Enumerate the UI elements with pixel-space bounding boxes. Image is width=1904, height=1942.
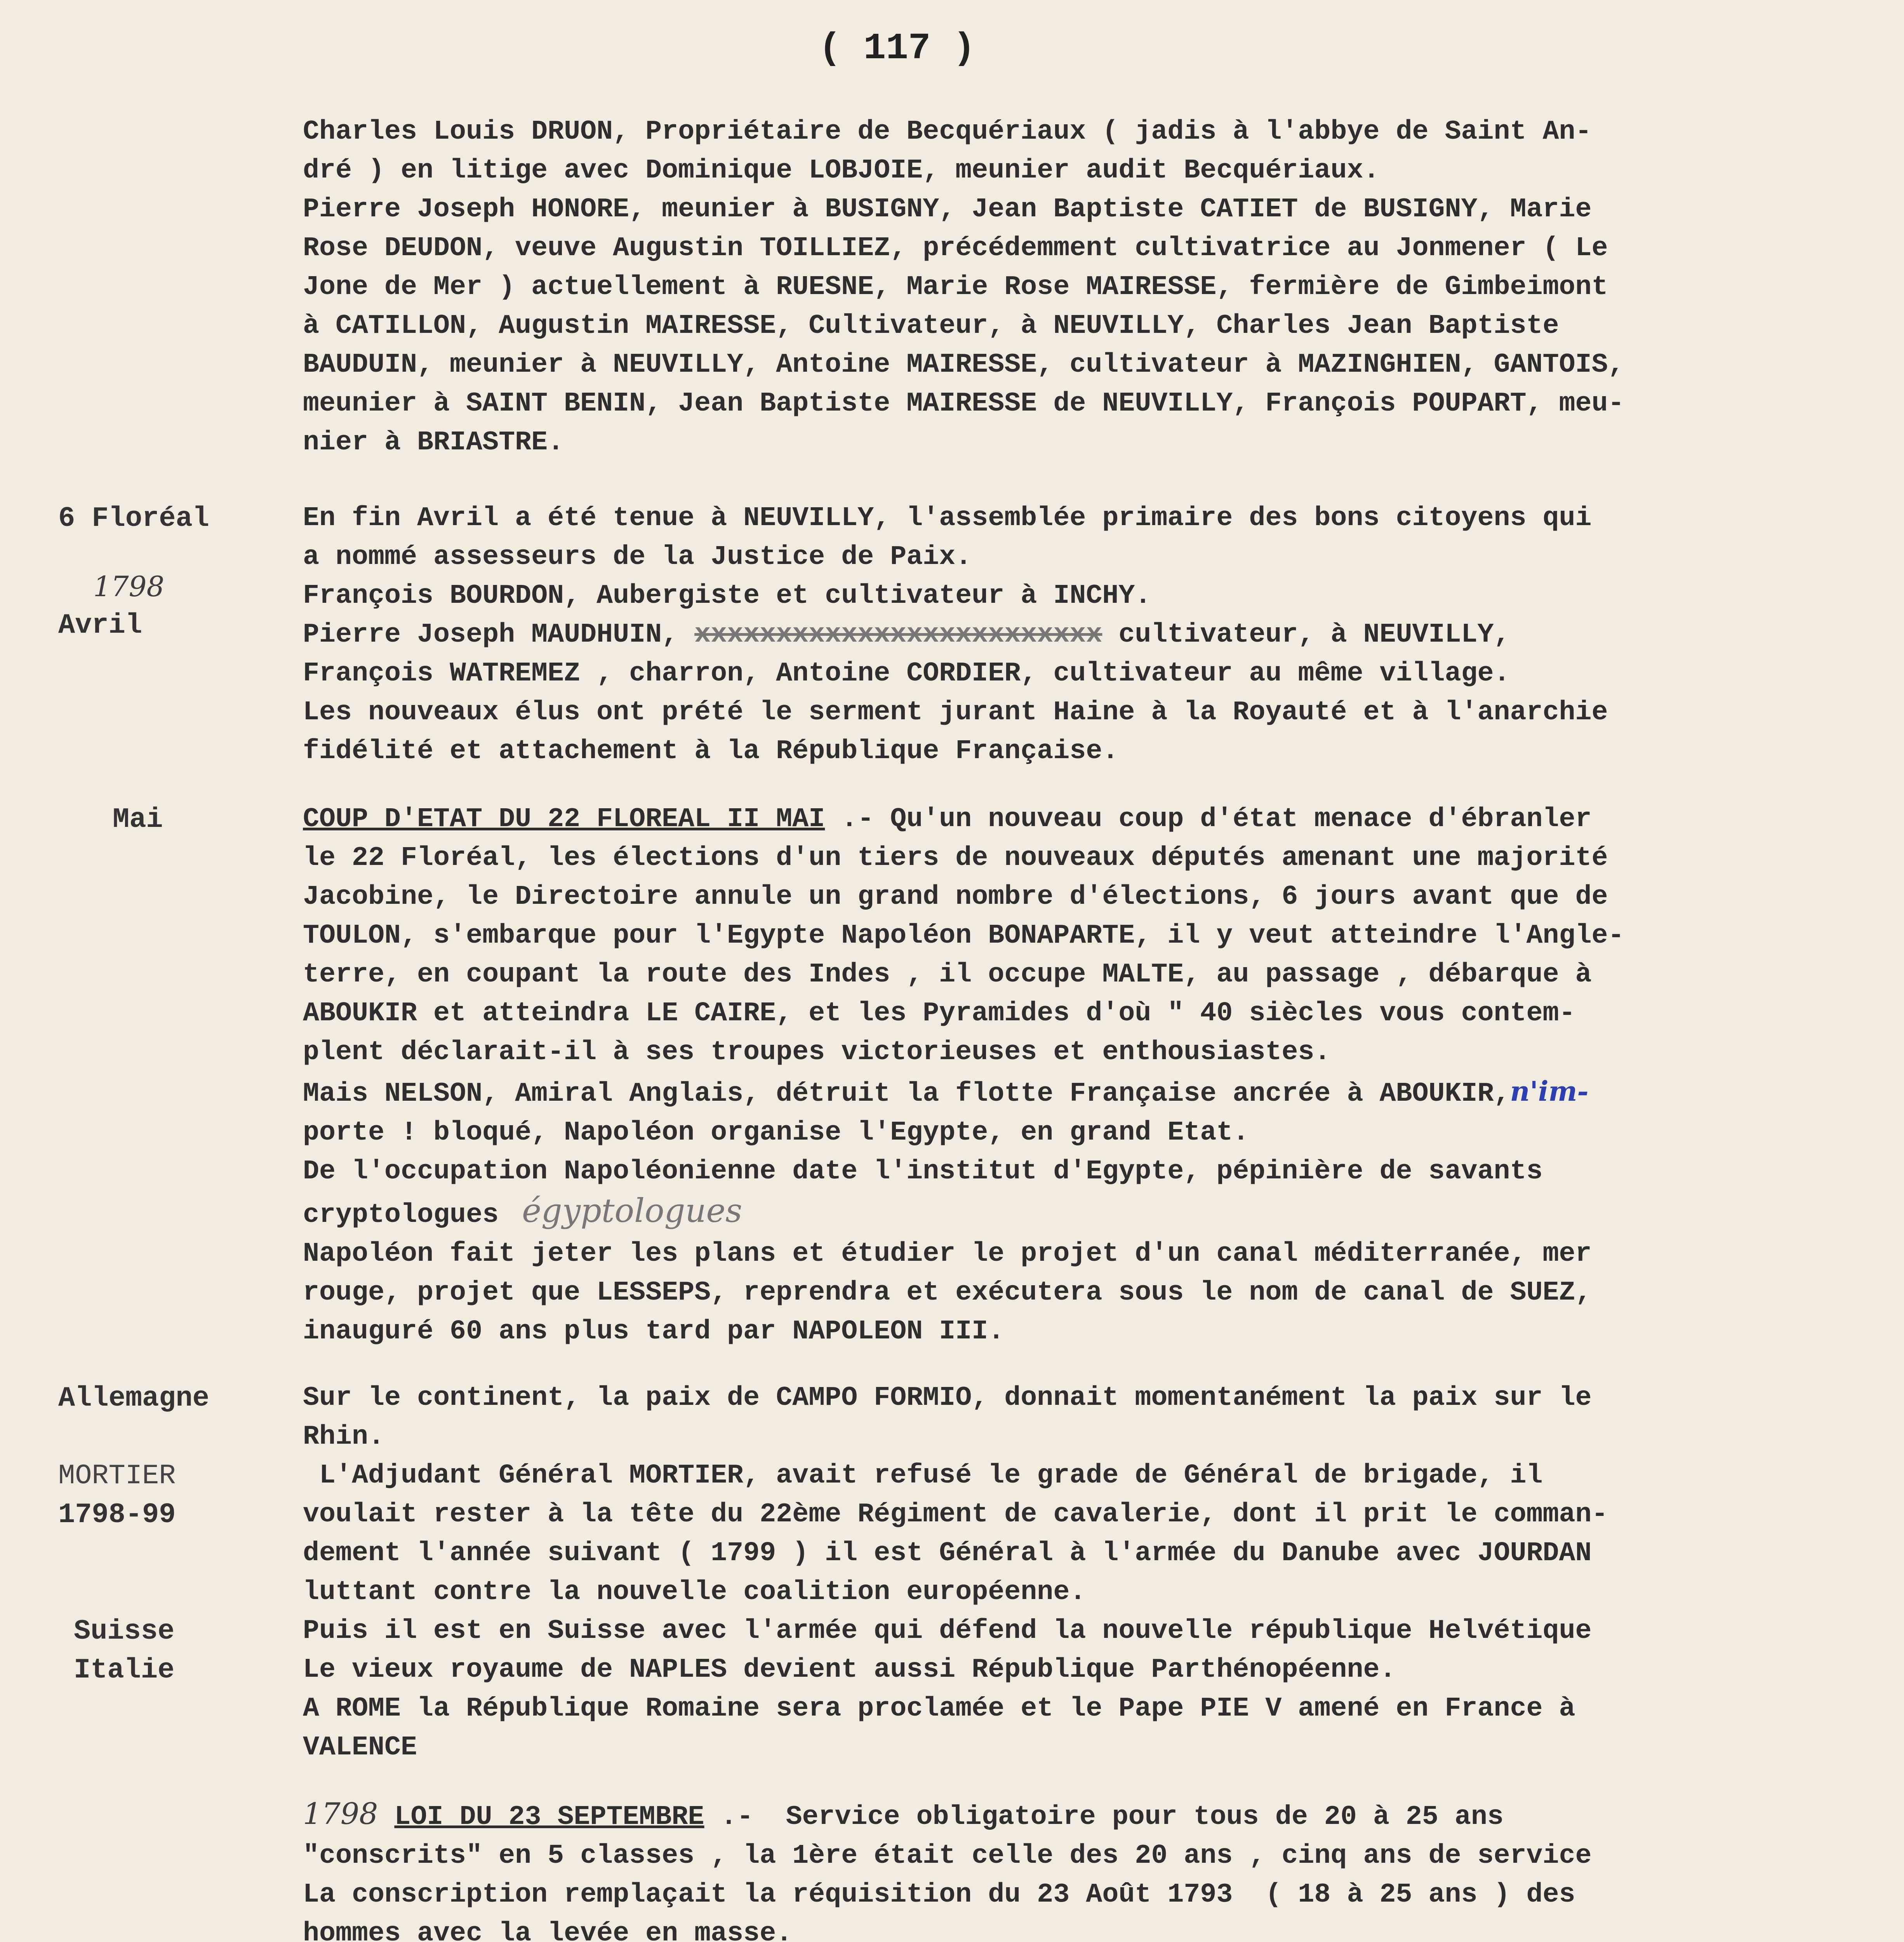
margin-month: Mai — [113, 804, 163, 835]
mai-text — [303, 800, 1856, 1351]
loi-text — [303, 1794, 1856, 1942]
margin-label: Allemagne — [58, 1382, 209, 1414]
text-line: inauguré 60 ans plus tard par NAPOLEON III. — [303, 1316, 1005, 1347]
text-line: Pierre Joseph HONORE, meunier à BUSIGNY, Jean Baptiste CATIET de BUSIGNY, Marie — [303, 194, 1592, 225]
text-line: porte ! bloqué, Napoléon organise l'Egypte, en grand Etat. — [303, 1117, 1249, 1148]
text-line: voulait rester à la tête du 22ème Régiment de cavalerie, dont il prit le comman- — [303, 1499, 1608, 1530]
text-fragment: cryptologues — [303, 1200, 499, 1230]
page-number: ( 117 ) — [819, 27, 975, 70]
margin-label: 1798-99 — [58, 1499, 176, 1531]
text-line: dement l'année suivant ( 1799 ) il est Général à l'armée du Danube avec JOURDAN — [303, 1538, 1592, 1569]
text-line: De l'occupation Napoléonienne date l'institut d'Egypte, pépinière de savants — [303, 1156, 1543, 1187]
section-heading: LOI DU 23 SEPTEMBRE — [394, 1802, 704, 1832]
text-line: En fin Avril a été tenue à NEUVILLY, l'assemblée primaire des bons citoyens qui — [303, 503, 1592, 534]
text-line: Les nouveaux élus ont prété le serment jurant Haine à la Royauté et à l'anarchie — [303, 697, 1608, 728]
text-line: Puis il est en Suisse avec l'armée qui défend la nouvelle république Helvétique — [303, 1616, 1592, 1646]
text-line: François BOURDON, Aubergiste et cultivateur à INCHY. — [303, 581, 1151, 611]
text-line: meunier à SAINT BENIN, Jean Baptiste MAIRESSE de NEUVILLY, François POUPART, meu- — [303, 388, 1624, 419]
margin-label: Suisse — [74, 1615, 175, 1647]
margin-notes — [58, 800, 299, 839]
text-line: Charles Louis DRUON, Propriétaire de Becquériaux ( jadis à l'abbye de Saint An- — [303, 117, 1592, 147]
margin-year: 1798 — [93, 570, 165, 603]
text-line: nier à BRIASTRE. — [303, 427, 564, 458]
margin-label: MORTIER — [58, 1460, 176, 1492]
floreal-text — [303, 499, 1856, 771]
text-line: fidélité et attachement à la République Française. — [303, 736, 1119, 767]
text-line: Rhin. — [303, 1422, 385, 1452]
allemagne-text — [303, 1379, 1856, 1767]
text-line: Rose DEUDON, veuve Augustin TOILLIEZ, précédemment cultivatrice au Jonmener ( Le — [303, 233, 1608, 264]
text-line: L'Adjudant Général MORTIER, avait refusé le grade de Général de brigade, il — [303, 1460, 1543, 1491]
text-line: Sur le continent, la paix de CAMPO FORMIO, donnait momentanément la paix sur le — [303, 1383, 1592, 1413]
margin-spacer — [58, 1418, 299, 1456]
text-fragment: Mais NELSON, Amiral Anglais, détruit la flotte Française ancrée à ABOUKIR, — [303, 1079, 1510, 1109]
struck-text: xxxxxxxxxxxxxxxxxxxxxxxxx — [694, 619, 1102, 650]
text-line — [303, 800, 1856, 839]
text-line: Jacobine, le Directoire annule un grand nombre d'élections, 6 jours avant que de — [303, 882, 1608, 912]
margin-spacer — [58, 1534, 299, 1612]
text-fragment: cultivateur, à NEUVILLY, — [1102, 619, 1510, 650]
text-line: Napoléon fait jeter les plans et étudier le projet d'un canal méditerranée, mer — [303, 1239, 1592, 1269]
text-line: dré ) en litige avec Dominique LOBJOIE, meunier audit Becquériaux. — [303, 155, 1380, 186]
text-line: A ROME la République Romaine sera proclamée et le Pape PIE V amené en France à — [303, 1693, 1575, 1724]
section-heading: COUP D'ETAT DU 22 FLOREAL II MAI — [303, 804, 825, 835]
text-line: VALENCE — [303, 1732, 417, 1763]
text-line — [303, 616, 1856, 654]
text-line — [303, 1072, 1856, 1114]
text-line: Le vieux royaume de NAPLES devient aussi République Parthénopéenne. — [303, 1655, 1396, 1685]
text-line: ABOUKIR et atteindra LE CAIRE, et les Pyramides d'où " 40 siècles vous contem- — [303, 998, 1575, 1029]
text-fragment: .- Qu'un nouveau coup d'état menace d'ébranler — [825, 804, 1592, 835]
margin-notes — [58, 1379, 299, 1690]
margin-notes — [58, 499, 299, 645]
text-line: La conscription remplaçait la réquisition du 23 Août 1793 ( 18 à 25 ans ) des — [303, 1879, 1575, 1910]
handwritten-year: 1798 — [303, 1796, 378, 1831]
text-line: hommes avec la levée en masse. — [303, 1918, 793, 1942]
pencil-annotation: égyptologues — [522, 1192, 742, 1230]
text-line: terre, en coupant la route des Indes , il occupe MALTE, au passage , débarque à — [303, 959, 1592, 990]
text-line: rouge, projet que LESSEPS, reprendra et exécutera sous le nom de canal de SUEZ, — [303, 1277, 1592, 1308]
text-line: "conscrits" en 5 classes , la 1ère était celle des 20 ans , cinq ans de service — [303, 1841, 1592, 1871]
intro-text — [303, 113, 1856, 462]
text-line: le 22 Floréal, les élections d'un tiers de nouveaux députés amenant une majorité — [303, 843, 1608, 874]
margin-date: 6 Floréal — [58, 503, 209, 534]
text-line: François WATREMEZ , charron, Antoine CORDIER, cultivateur au même village. — [303, 658, 1510, 689]
text-line: a nommé assesseurs de la Justice de Paix. — [303, 542, 972, 573]
pen-correction: n'im- — [1510, 1075, 1589, 1107]
text-line: luttant contre la nouvelle coalition européenne. — [303, 1577, 1086, 1608]
margin-label: Italie — [74, 1654, 175, 1686]
text-line: BAUDUIN, meunier à NEUVILLY, Antoine MAIRESSE, cultivateur à MAZINGHIEN, GANTOIS, — [303, 350, 1624, 380]
text-line: TOULON, s'embarque pour l'Egypte Napoléon BONAPARTE, il y veut atteindre l'Angle- — [303, 921, 1624, 951]
margin-month: Avril — [58, 609, 143, 641]
text-line: plent déclarait-il à ses troupes victorieuses et enthousiastes. — [303, 1037, 1331, 1068]
text-line: Jone de Mer ) actuellement à RUESNE, Marie Rose MAIRESSE, fermière de Gimbeimont — [303, 272, 1608, 303]
text-line: à CATILLON, Augustin MAIRESSE, Cultivateur, à NEUVILLY, Charles Jean Baptiste — [303, 311, 1559, 341]
text-fragment: Pierre Joseph MAUDHUIN, — [303, 619, 678, 650]
text-fragment: .- Service obligatoire pour tous de 20 à 25 ans — [704, 1802, 1504, 1832]
text-line — [303, 1191, 1856, 1235]
text-line — [303, 1794, 1856, 1837]
